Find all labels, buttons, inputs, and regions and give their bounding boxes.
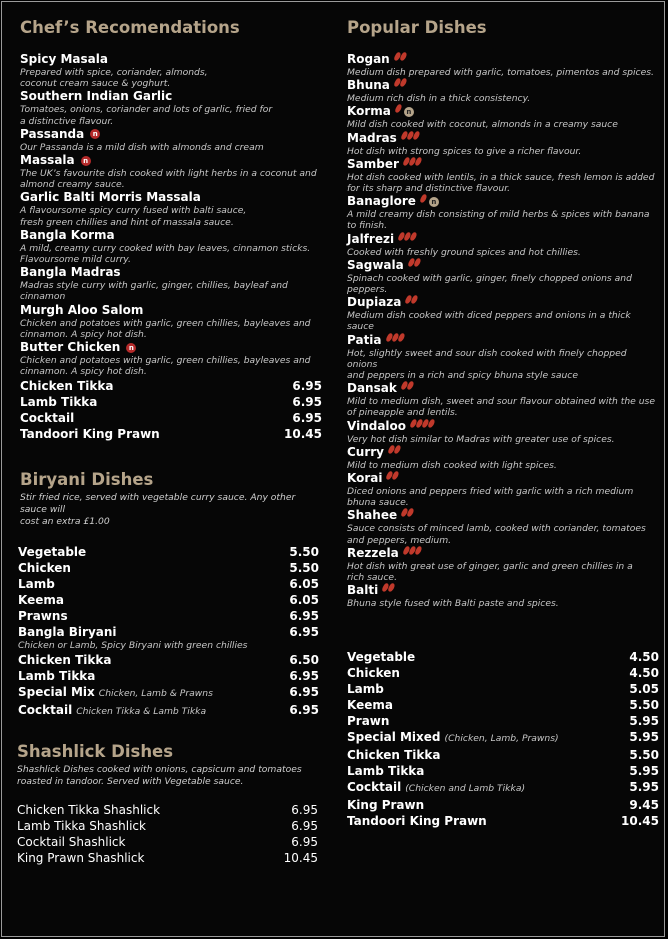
popular-dish	[347, 78, 659, 104]
price-row	[347, 797, 659, 813]
price-item-name-wrap	[18, 668, 95, 684]
price-value: 5.95	[629, 714, 659, 729]
price-value: 10.45	[621, 814, 659, 829]
price-item-name-wrap	[18, 624, 117, 640]
price-item-name: Vegetable	[347, 650, 416, 665]
price-item-name-wrap	[18, 576, 55, 592]
price-item-name-wrap	[347, 697, 393, 713]
dish-description: Medium dish prepared with garlic, tomatoes, pimentos and spices.	[347, 67, 654, 78]
dish-description: Bhuna style fused with Balti paste and spices.	[347, 598, 559, 610]
price-item-name: Cocktail Shashlick	[17, 835, 126, 850]
price-row	[18, 592, 319, 608]
dish-name	[347, 381, 659, 396]
chilli-icon	[387, 471, 399, 486]
price-item-name-wrap	[18, 652, 111, 668]
price-row	[347, 681, 659, 697]
chefs-prices	[20, 378, 324, 442]
price-item-name: Chicken	[347, 666, 400, 681]
price-row	[18, 652, 319, 668]
price-item-name: Bangla Biryani	[18, 625, 117, 640]
dish-name-text: Korai	[347, 471, 383, 486]
price-value: 6.95	[289, 703, 319, 718]
price-value: 6.95	[289, 685, 319, 700]
nut-allergen-icon: n	[126, 343, 136, 353]
dish-name	[20, 52, 324, 67]
dish-name-text: Sagwala	[347, 257, 404, 272]
price-row	[18, 684, 319, 702]
price-item-name-wrap	[347, 729, 559, 747]
price-item-name-wrap	[18, 592, 64, 608]
chilli-icon	[387, 333, 405, 348]
dish-description: Hot dish with great use of ginger, garlic and green chillies in a rich sauce.	[347, 560, 633, 584]
price-item-name: Special Mixed	[347, 730, 441, 745]
dish-description: Mild to medium dish cooked with light spices.	[347, 459, 557, 471]
popular-dish	[347, 419, 659, 445]
popular-dish	[347, 104, 659, 130]
price-item-note: Chicken, Lamb & Prawns	[98, 688, 213, 700]
price-value: 5.95	[629, 764, 659, 779]
price-value: 6.95	[289, 625, 319, 640]
price-item-name: King Prawn Shashlick	[17, 851, 145, 866]
price-value: 6.95	[289, 669, 319, 684]
price-item-name-wrap	[18, 608, 68, 624]
dish-name-text: Southern Indian Garlic	[20, 89, 173, 104]
dish-name-text: Samber	[347, 156, 399, 171]
price-row	[17, 834, 318, 850]
price-row	[347, 697, 659, 713]
dish-name	[20, 340, 324, 355]
price-item-name: Prawn	[347, 714, 390, 729]
dish-name-text: Dupiaza	[347, 295, 402, 310]
dish-name-text: Spicy Masala	[20, 52, 108, 66]
dish-name	[347, 157, 659, 172]
chef-dish	[20, 153, 324, 190]
dish-name	[347, 232, 659, 247]
price-row	[20, 426, 322, 442]
price-row	[347, 665, 659, 681]
dish-name	[20, 127, 324, 142]
popular-dish	[347, 295, 659, 332]
nut-allergen-icon: n	[429, 197, 439, 207]
price-value: 6.95	[292, 379, 322, 394]
dish-description: Mild to medium dish, sweet and sour flavour obtained with the use of pineapple and lentils.	[347, 396, 655, 419]
price-item-name: Lamb Tikka	[18, 669, 96, 684]
price-item-note: (Chicken, Lamb, Prawns)	[444, 733, 559, 745]
price-row	[18, 668, 319, 684]
chilli-icon	[404, 546, 422, 561]
price-value: 6.95	[291, 835, 318, 850]
price-value: 5.50	[289, 561, 319, 576]
dish-name-text: Butter Chicken	[20, 340, 121, 355]
price-item-name-wrap	[347, 747, 440, 763]
right-column	[347, 16, 659, 829]
chilli-icon	[404, 157, 422, 172]
price-item-name: King Prawn	[347, 798, 425, 813]
price-row	[347, 813, 659, 829]
price-row	[17, 802, 318, 818]
price-value: 5.50	[629, 748, 659, 763]
price-item-name: Lamb Tikka	[20, 395, 98, 410]
dish-description: Chicken and potatoes with garlic, green chillies, bayleaves and cinnamon. A spicy hot dish.	[20, 355, 311, 378]
dish-name	[347, 583, 659, 598]
price-item-name: Keema	[18, 593, 64, 608]
shashlick-intro: Shashlick Dishes cooked with onions, capsicum and tomatoes roasted in tandoor. Served with Vegetable sauce.	[17, 764, 302, 788]
price-item-name: Keema	[347, 698, 393, 713]
dish-name	[347, 295, 659, 310]
dish-name-text: Bhuna	[347, 78, 390, 93]
price-value: 10.45	[284, 427, 322, 442]
biryani-heading: Biryani Dishes	[20, 470, 154, 490]
dish-name	[347, 131, 659, 146]
price-value: 6.95	[291, 803, 318, 818]
dish-name	[20, 303, 324, 318]
chef-dish	[20, 127, 324, 153]
chef-dish	[20, 190, 324, 227]
price-item-name: Vegetable	[18, 545, 87, 560]
chefs-heading: Chef’s Recomendations	[20, 18, 240, 37]
dish-name-text: Banaglore	[347, 194, 416, 209]
price-item-name-wrap	[347, 763, 424, 779]
popular-dish	[347, 232, 659, 258]
price-row	[18, 624, 319, 640]
dish-description: Very hot dish similar to Madras with greater use of spices.	[347, 433, 615, 445]
price-item-subnote: Chicken or Lamb, Spicy Biryani with green chillies	[18, 640, 248, 652]
dish-name-text: Bangla Korma	[20, 227, 115, 242]
price-value: 10.45	[283, 851, 318, 866]
popular-dish	[347, 131, 659, 157]
price-item-name: Tandoori King Prawn	[347, 814, 487, 829]
dish-name-text: Jalfrezi	[347, 231, 395, 246]
price-item-name: Cocktail	[18, 703, 73, 718]
price-row	[347, 729, 659, 747]
dish-description: A mild, creamy curry cooked with bay leaves, cinnamon sticks. Flavoursome mild curry.	[20, 242, 311, 266]
dish-name	[347, 104, 659, 119]
popular-dish	[347, 157, 659, 194]
chef-dish	[20, 303, 324, 340]
dish-description: Chicken and potatoes with garlic, green chillies, bayleaves and cinnamon. A spicy hot dish.	[20, 317, 311, 340]
chilli-icon	[402, 131, 420, 146]
popular-dish	[347, 258, 659, 295]
price-value: 6.50	[289, 653, 319, 668]
dish-name-text: Curry	[347, 444, 385, 459]
dish-description: A mild creamy dish consisting of mild herbs & spices with banana to finish.	[347, 209, 650, 232]
chef-dish	[20, 89, 324, 126]
price-value: 6.95	[291, 819, 318, 834]
dish-description: Hot dish with strong spices to give a richer flavour.	[347, 145, 582, 157]
price-row	[18, 576, 319, 592]
price-item-name: Lamb Tikka Shashlick	[17, 819, 146, 834]
price-item-note: (Chicken and Lamb Tikka)	[405, 783, 526, 795]
chilli-icon	[409, 258, 421, 273]
price-row	[347, 649, 659, 665]
dish-name-text: Rezzela	[347, 545, 399, 560]
dish-description: A flavoursome spicy curry fused with balti sauce, fresh green chillies and hint of massala sauce.	[20, 205, 247, 228]
popular-dish	[347, 52, 659, 78]
dish-description: Sauce consists of minced lamb, cooked with coriander, tomatoes and peppers, medium.	[347, 523, 646, 546]
chilli-icon	[402, 381, 414, 396]
price-value: 9.45	[629, 798, 659, 813]
price-item-name-wrap	[347, 779, 525, 797]
price-item-name-wrap	[347, 681, 384, 697]
price-value: 6.05	[289, 593, 319, 608]
shashlick-heading: Shashlick Dishes	[17, 742, 174, 762]
nut-allergen-icon: n	[90, 129, 100, 139]
dish-name-text: Shahee	[347, 508, 398, 523]
dish-name	[347, 445, 659, 460]
popular-dish	[347, 508, 659, 545]
popular-dish	[347, 381, 659, 418]
price-row	[20, 410, 322, 426]
price-item-name: Tandoori King Prawn	[20, 427, 160, 442]
price-item-name-wrap	[18, 560, 71, 576]
popular-dish	[347, 583, 659, 609]
chilli-icon	[402, 508, 414, 523]
dish-description: Medium rich dish in a thick consistency.	[347, 93, 531, 105]
price-row	[17, 850, 318, 866]
chilli-icon	[411, 419, 435, 434]
popular-dish	[347, 194, 659, 231]
popular-list	[347, 52, 659, 609]
price-value: 6.95	[292, 395, 322, 410]
price-item-name-wrap	[18, 702, 206, 720]
dish-description: Medium dish cooked with diced peppers and onions in a thick sauce	[347, 310, 631, 333]
dish-name	[20, 89, 324, 104]
price-value: 5.95	[629, 780, 659, 795]
dish-name	[347, 508, 659, 523]
price-value: 5.95	[629, 730, 659, 745]
dish-name-text: Vindaloo	[347, 418, 407, 433]
price-item-note: Chicken Tikka & Lamb Tikka	[76, 706, 207, 718]
dish-description: Hot dish cooked with lentils, in a thick sauce, fresh lemon is added for its sharp and distinctive flavour.	[347, 171, 655, 195]
price-value: 5.50	[629, 698, 659, 713]
price-row	[20, 394, 322, 410]
dish-name-text: Murgh Aloo Salom	[20, 302, 144, 317]
price-value: 6.05	[289, 577, 319, 592]
dish-name	[347, 78, 659, 93]
price-item-name-wrap	[18, 684, 213, 702]
chilli-icon	[395, 78, 407, 93]
chilli-icon	[396, 104, 402, 119]
price-row	[347, 779, 659, 797]
nut-allergen-icon: n	[404, 107, 414, 117]
price-row	[347, 713, 659, 729]
chilli-icon	[406, 295, 418, 310]
price-item-name: Chicken Tikka	[20, 379, 114, 394]
dish-name	[347, 194, 659, 209]
biryani-list	[20, 544, 324, 720]
dish-name	[347, 333, 659, 348]
price-item-name-wrap	[347, 813, 487, 829]
dish-name-text: Bangla Madras	[20, 265, 121, 280]
popular-dish	[347, 471, 659, 508]
price-row	[347, 747, 659, 763]
popular-dish	[347, 333, 659, 382]
price-item-name-wrap	[347, 713, 389, 729]
dish-name-text: Massala	[20, 153, 75, 168]
price-value: 6.95	[289, 609, 319, 624]
price-item-name: Chicken Tikka Shashlick	[17, 803, 161, 818]
price-row	[18, 560, 319, 576]
nut-allergen-icon: n	[81, 156, 91, 166]
price-item-name: Cocktail	[347, 780, 402, 795]
dish-description: Cooked with freshly ground spices and hot chillies.	[347, 246, 581, 258]
price-item-name: Lamb	[347, 682, 384, 697]
price-item-name: Chicken	[18, 561, 71, 576]
price-item-name: Prawns	[18, 609, 68, 624]
price-row	[20, 378, 322, 394]
dish-description: The UK’s favourite dish cooked with light herbs in a coconut and almond creamy sauce.	[20, 168, 317, 191]
price-item-name-wrap	[347, 665, 400, 681]
chilli-icon	[389, 445, 401, 460]
chilli-icon	[399, 232, 417, 247]
popular-dish	[347, 445, 659, 471]
dish-name-text: Rogan	[347, 52, 390, 66]
dish-name	[20, 153, 324, 168]
dish-description: Tomatoes, onions, coriander and lots of garlic, fried for a distinctive flavour.	[20, 104, 273, 127]
chefs-list	[20, 52, 324, 377]
dish-name	[347, 52, 659, 67]
chef-dish	[20, 52, 324, 89]
price-value: 6.95	[292, 411, 322, 426]
shashlick-list	[17, 802, 318, 866]
chilli-icon	[395, 52, 407, 67]
dish-name	[20, 190, 324, 205]
popular-dish	[347, 546, 659, 583]
dish-description: Hot, slightly sweet and sour dish cooked with finely chopped onions and peppers in a rich and spicy bhuna style sauce	[347, 347, 627, 382]
dish-name-text: Garlic Balti Morris Massala	[20, 190, 201, 205]
dish-name-text: Patia	[347, 332, 382, 347]
price-row	[17, 818, 318, 834]
price-value: 4.50	[629, 650, 659, 665]
price-item-name-wrap	[347, 649, 415, 665]
price-item-name-wrap	[18, 544, 86, 560]
dish-description: Diced onions and peppers fried with garlic with a rich medium bhuna sauce.	[347, 486, 634, 509]
price-item-name: Lamb	[18, 577, 55, 592]
price-row	[347, 763, 659, 779]
price-value: 5.50	[289, 545, 319, 560]
price-value: 5.05	[629, 682, 659, 697]
price-item-name: Special Mix	[18, 685, 95, 700]
dish-name	[347, 546, 659, 561]
chef-dish	[20, 340, 324, 377]
dish-name	[347, 419, 659, 434]
dish-name-text: Madras	[347, 130, 397, 145]
dish-name-text: Balti	[347, 583, 379, 598]
dish-name-text: Passanda	[20, 126, 85, 141]
dish-name	[347, 258, 659, 273]
dish-name	[20, 228, 324, 243]
price-value: 4.50	[629, 666, 659, 681]
chef-dish	[20, 265, 324, 302]
chef-dish	[20, 228, 324, 265]
price-item-name: Lamb Tikka	[347, 764, 425, 779]
price-row	[18, 544, 319, 560]
biryani-intro: Stir fried rice, served with vegetable curry sauce. Any other sauce will cost an extra £1.00	[20, 492, 296, 528]
menu-page	[1, 1, 665, 937]
dish-name	[347, 471, 659, 486]
dish-name	[20, 265, 324, 280]
dish-description: Spinach cooked with garlic, ginger, finely chopped onions and peppers.	[347, 272, 632, 296]
chilli-icon	[421, 194, 427, 209]
price-item-name-wrap	[347, 797, 424, 813]
price-item-name: Chicken Tikka	[18, 653, 112, 668]
left-column	[17, 16, 324, 866]
dish-description: Madras style curry with garlic, ginger, chillies, bayleaf and cinnamon	[20, 280, 288, 303]
price-item-name: Chicken Tikka	[347, 748, 441, 763]
chilli-icon	[383, 583, 395, 598]
price-row	[18, 608, 319, 624]
popular-prices	[347, 649, 659, 829]
dish-name-text: Dansak	[347, 381, 397, 396]
dish-name-text: Korma	[347, 104, 391, 119]
popular-heading: Popular Dishes	[347, 18, 487, 37]
dish-description: Prepared with spice, coriander, almonds, coconut cream sauce & yoghurt.	[20, 67, 208, 90]
price-item-name: Cocktail	[20, 411, 75, 426]
dish-description: Mild dish cooked with coconut, almonds in a creamy sauce	[347, 119, 618, 131]
price-row	[18, 702, 319, 720]
dish-description: Our Passanda is a mild dish with almonds and cream	[20, 141, 264, 153]
